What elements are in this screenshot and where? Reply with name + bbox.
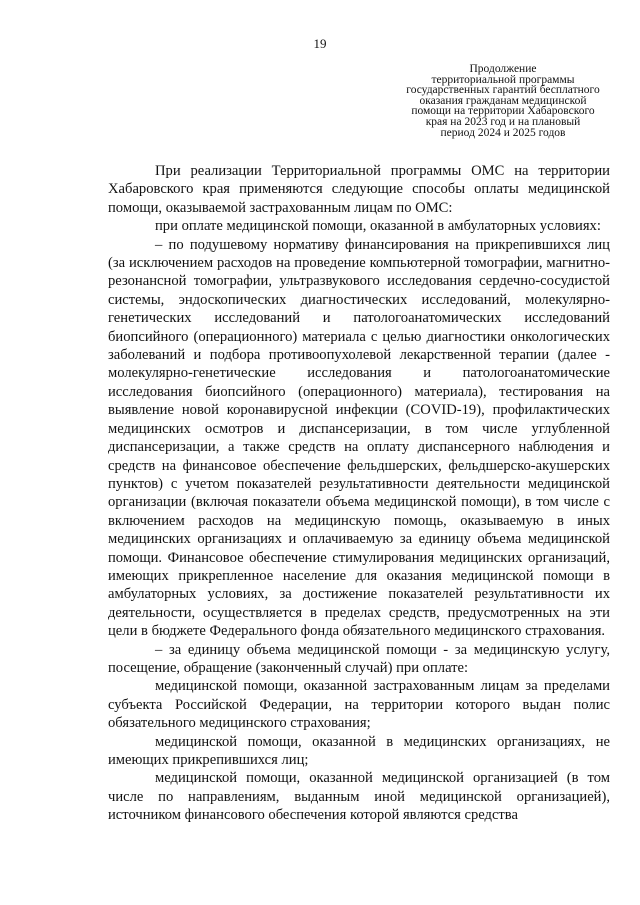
- header-note-line: период 2024 и 2025 годов: [440, 126, 566, 139]
- paragraph: медицинской помощи, оказанной в медицинских организациях, не имеющих прикрепившихся лиц;: [108, 733, 610, 768]
- paragraph: При реализации Территориальной программы ОМС на территории Хабаровского края применяются следующие способы оплаты медицинской помощи, оказываемой застрахованным лицам по ОМС:: [108, 163, 610, 216]
- paragraph: при оплате медицинской помощи, оказанной в амбулаторных условиях:: [155, 218, 601, 235]
- header-note-line: помощи на территории Хабаровского: [411, 105, 595, 118]
- header-note-line: оказания гражданам медицинской: [419, 94, 587, 107]
- paragraph: – за единицу объема медицинской помощи - за медицинскую услугу, посещение, обращение (законченный случай) при оплате:: [108, 641, 610, 676]
- header-note-line: Продолжение: [469, 63, 537, 75]
- paragraph: – по подушевому нормативу финансирования на прикрепившихся лиц (за исключением расходов на проведение компьютерной томографии, магнитно-резонансной томографии, ультразвукового исследования сердечно-сосудистой системы, эндоскопических диагностических исследований, молекулярно-генетических исследований и патологоанатомических исследований биопсийного (операционного) материала с целью диагностики онкологических заболеваний и подбора противоопухолевой лекарственной терапии (далее - молекулярно-генетические исследования и патологоанатомические исследования биопсийного (операционного) материала), тестирования на выявление новой коронавирусной инфекции (COVID-19), профилактических медицинских осмотров и диспансеризации, в том числе углубленной диспансеризации, а также средств на оплату диспансерного наблюдения и средств на финансовое обеспечение фельдшерских, фельдшерско-акушерских пунктов) с учетом показателей результативности деятельности медицинской организации (включая показатели объема медицинской помощи), в том числе с включением расходов на медицинскую помощь, оказываемую в иных медицинских организациях и оплачиваемую за единицу объема медицинской помощи. Финансовое обеспечение стимулирования медицинских организаций, имеющих прикрепленное население для оказания медицинской помощи в амбулаторных условиях, за достижение показателей результативности их деятельности, осуществляется в пределах средств, предусмотренных на эти цели в бюджете Федерального фонда обязательного медицинского страхования.: [108, 236, 610, 640]
- header-note-line: территориальной программы: [431, 73, 575, 86]
- header-note-line: края на 2023 год и на плановый: [425, 115, 581, 128]
- page-number: 19: [313, 36, 327, 51]
- header-note-line: государственных гарантий бесплатного: [406, 84, 600, 97]
- paragraph: медицинской помощи, оказанной медицинской организацией (в том числе по направлениям, выданным иной медицинской организацией), источником финансового обеспечения которой являются средства: [108, 770, 610, 824]
- body-text: [108, 162, 610, 825]
- header-note: [384, 64, 622, 138]
- paragraph: медицинской помощи, оказанной застрахованным лицам за пределами субъекта Российской Федерации, на территории которого выдан полис обязательного медицинского страхования;: [108, 678, 610, 732]
